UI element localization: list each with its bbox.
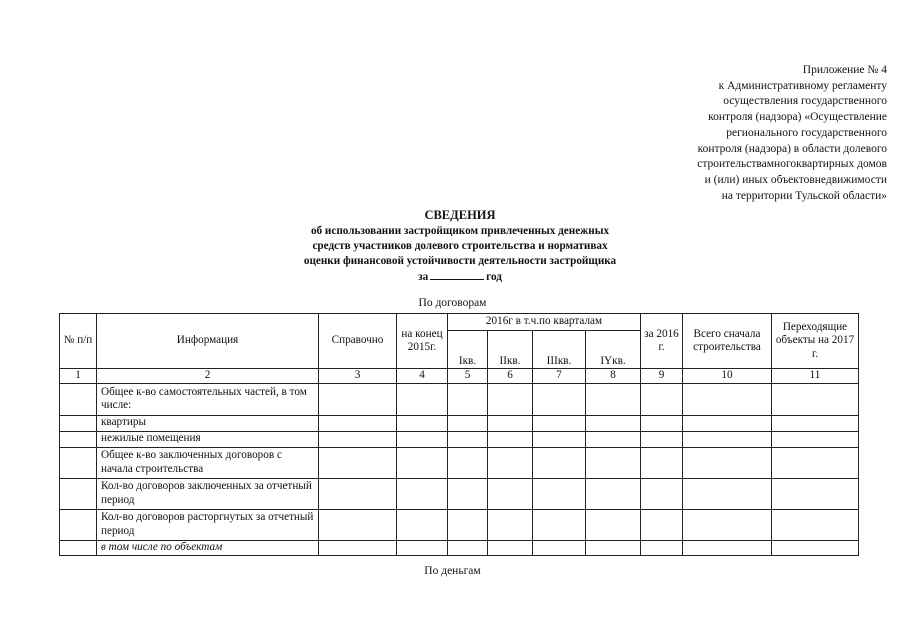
header-total: Всего сначала строительства: [683, 314, 772, 369]
cell: [772, 509, 859, 540]
cell: [641, 540, 683, 555]
appendix-note: [587, 63, 887, 204]
cell: [60, 540, 97, 555]
cell: [533, 478, 586, 509]
cell: [683, 383, 772, 415]
column-number: 1: [60, 369, 97, 384]
table-row: [60, 383, 859, 415]
document-title: СВЕДЕНИЯ: [424, 208, 496, 222]
cell: [533, 509, 586, 540]
cell: [641, 431, 683, 447]
cell: [397, 540, 448, 555]
cell: [641, 509, 683, 540]
cell: [533, 540, 586, 555]
cell: [488, 540, 533, 555]
cell: [319, 540, 397, 555]
header-info: Информация: [97, 314, 319, 369]
cell: [641, 383, 683, 415]
cell: [488, 478, 533, 509]
header-year-2016: за 2016 г.: [641, 314, 683, 369]
row-label: Общее к-во заключенных договоров с начала строительства: [97, 447, 319, 478]
cell: [448, 540, 488, 555]
cell: [683, 431, 772, 447]
reporting-period: [220, 269, 700, 285]
cell: [683, 509, 772, 540]
cell: [397, 431, 448, 447]
column-number: 10: [683, 369, 772, 384]
cell: [772, 447, 859, 478]
year-blank-field[interactable]: [430, 269, 484, 280]
table-row: [60, 540, 859, 555]
header-end-2015: на конец 2015г.: [397, 314, 448, 369]
row-label: Общее к-во самостоятельных частей, в том числе:: [97, 383, 319, 415]
column-number: 7: [533, 369, 586, 384]
table-caption-contracts: По договорам: [418, 297, 487, 309]
appendix-line: строительствамногоквартирных домов: [697, 158, 887, 171]
cell: [60, 509, 97, 540]
data-table: [59, 313, 859, 556]
appendix-line: к Административному регламенту: [718, 79, 887, 92]
document-heading: [220, 208, 700, 285]
row-label: квартиры: [97, 415, 319, 431]
heading-line: оценки финансовой устойчивости деятельности застройщика: [303, 255, 617, 267]
cell: [683, 415, 772, 431]
appendix-line: контроля (надзора) в области долевого: [697, 142, 887, 155]
cell: [641, 447, 683, 478]
cell: [586, 447, 641, 478]
cell: [60, 415, 97, 431]
cell: [772, 415, 859, 431]
row-label: в том числе по объектам: [97, 540, 319, 555]
column-number: 11: [772, 369, 859, 384]
cell: [586, 509, 641, 540]
cell: [60, 447, 97, 478]
cell: [586, 383, 641, 415]
table-row: [60, 415, 859, 431]
cell: [586, 540, 641, 555]
appendix-line: регионального государственного: [726, 126, 887, 139]
appendix-line: Приложение № 4: [802, 64, 887, 76]
row-label: Кол-во договоров заключенных за отчетный период: [97, 478, 319, 509]
row-label: Кол-во договоров расторгнутых за отчетный период: [97, 509, 319, 540]
cell: [772, 540, 859, 555]
cell: [772, 383, 859, 415]
cell: [533, 415, 586, 431]
column-number: 8: [586, 369, 641, 384]
cell: [533, 447, 586, 478]
cell: [319, 509, 397, 540]
cell: [533, 431, 586, 447]
cell: [319, 447, 397, 478]
cell: [683, 478, 772, 509]
column-number: 9: [641, 369, 683, 384]
column-number: 3: [319, 369, 397, 384]
column-number: 5: [448, 369, 488, 384]
period-suffix: год: [486, 271, 502, 283]
cell: [319, 383, 397, 415]
cell: [488, 447, 533, 478]
cell: [586, 478, 641, 509]
column-number: 2: [97, 369, 319, 384]
row-label: нежилые помещения: [97, 431, 319, 447]
column-number: 4: [397, 369, 448, 384]
cell: [772, 431, 859, 447]
table-row: [60, 478, 859, 509]
cell: [319, 478, 397, 509]
appendix-line: осуществления государственного: [723, 95, 887, 108]
header-transfer-2017: Переходящие объекты на 2017 г.: [772, 314, 859, 369]
column-number: 6: [488, 369, 533, 384]
cell: [488, 431, 533, 447]
cell: [60, 478, 97, 509]
appendix-line: и (или) иных объектовнедвижимости: [704, 173, 887, 186]
header-reference: Справочно: [319, 314, 397, 369]
cell: [397, 415, 448, 431]
cell: [60, 383, 97, 415]
cell: [772, 478, 859, 509]
cell: [641, 478, 683, 509]
cell: [683, 447, 772, 478]
cell: [448, 478, 488, 509]
cell: [397, 478, 448, 509]
cell: [488, 383, 533, 415]
heading-line: средств участников долевого строительства и нормативах: [312, 240, 608, 252]
cell: [397, 447, 448, 478]
table-caption-money: По деньгам: [424, 565, 481, 577]
cell: [683, 540, 772, 555]
cell: [448, 447, 488, 478]
cell: [641, 415, 683, 431]
table-row: [60, 509, 859, 540]
cell: [397, 383, 448, 415]
cell: [448, 431, 488, 447]
header-q4: IYкв.: [586, 331, 641, 369]
appendix-line: контроля (надзора) «Осуществление: [708, 111, 887, 124]
cell: [397, 509, 448, 540]
cell: [448, 415, 488, 431]
header-quarters-2016: 2016г в т.ч.по кварталам: [448, 314, 641, 331]
header-q3: IIIкв.: [533, 331, 586, 369]
header-q1: Iкв.: [448, 331, 488, 369]
cell: [319, 415, 397, 431]
cell: [60, 431, 97, 447]
header-row: [60, 314, 859, 331]
period-prefix: за: [418, 271, 429, 283]
table-row: [60, 447, 859, 478]
cell: [586, 431, 641, 447]
cell: [448, 509, 488, 540]
cell: [448, 383, 488, 415]
cell: [586, 415, 641, 431]
header-q2: IIкв.: [488, 331, 533, 369]
cell: [319, 431, 397, 447]
cell: [488, 415, 533, 431]
table-row: [60, 431, 859, 447]
heading-line: об использовании застройщиком привлеченных денежных: [310, 225, 610, 237]
column-number-row: [60, 369, 859, 384]
cell: [533, 383, 586, 415]
appendix-line: на территории Тульской области»: [721, 189, 887, 202]
cell: [488, 509, 533, 540]
header-num: № п/п: [60, 314, 97, 369]
